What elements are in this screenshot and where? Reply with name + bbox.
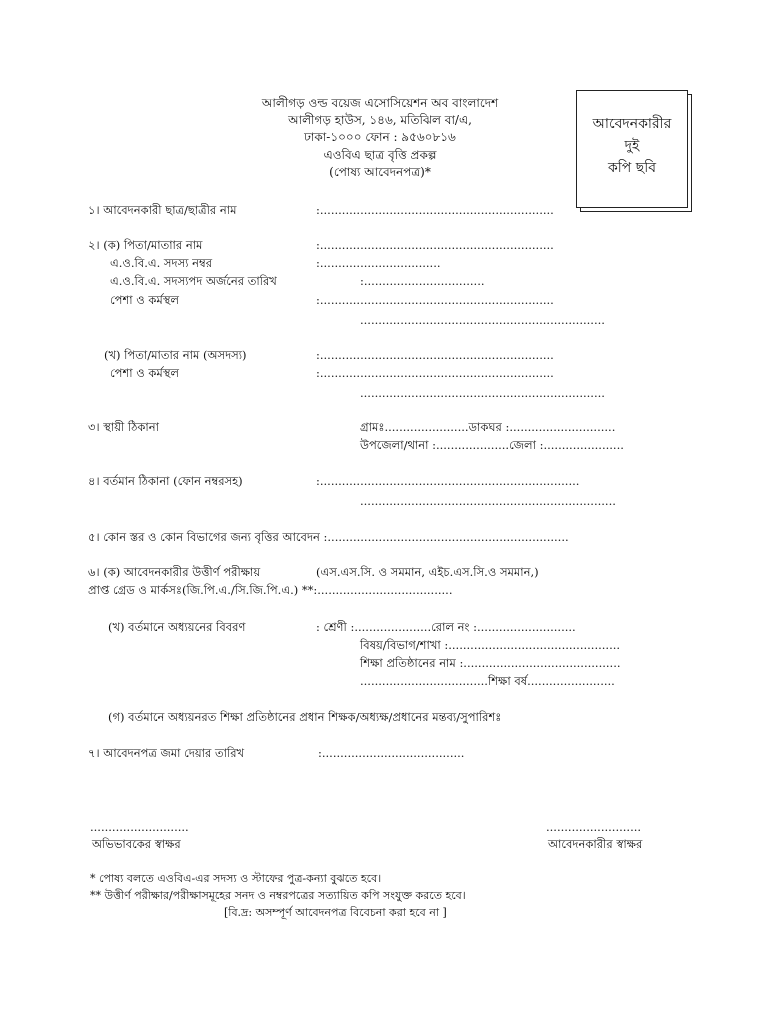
q7-label: ৭। আবেদনপত্র জমা দেয়ার তারিখ (88, 746, 245, 760)
village-field[interactable]: গ্রামঃ.......................ডাকঘর :............................. (360, 420, 616, 434)
subject-field[interactable]: বিষয়/বিভাগ/শাখা :............................................... (360, 638, 621, 652)
q2-kha-label: (খ) পিতা/মাতার নাম (অসদস্য) (104, 348, 247, 362)
q4-label: ৪। বর্তমান ঠিকানা (ফোন নম্বরসহ) (88, 474, 243, 488)
member-no-label: এ.ও.বি.এ. সদস্য নম্বর (110, 256, 213, 270)
occupation-label: পেশা ও কর্মস্থল (110, 293, 179, 307)
q6-grade[interactable]: প্রাপ্ত গ্রেড ও মার্কসঃ(জি.পি.এ./সি.জি.পি.এ.) **:..................................... (88, 583, 453, 597)
class-roll-field[interactable]: : শ্রেণী :.....................রোল নং :........................... (316, 620, 576, 634)
guardian-signature-line[interactable]: ........................... (90, 820, 189, 834)
q7-field[interactable]: :....................................... (318, 746, 465, 760)
photo-line-1: আবেদনকারীর (592, 116, 672, 132)
applicant-signature-line[interactable]: .......................... (546, 820, 642, 834)
applicant-signature-label: আবেদনকারীর স্বাক্ষর (548, 837, 643, 851)
org-phone: ঢাকা-১০০০ ফোন : ৯৫৬০৮১৬ (304, 130, 456, 144)
footnote-1: * পোষ্য বলতে এওবিএ-এর সদস্য ও স্টাফের পুত্র-কন্যা বুঝতে হবে। (90, 872, 382, 885)
photo-line-2: দুই (624, 138, 640, 154)
footnote-3: [বি.দ্র: অসম্পূর্ণ আবেদনপত্র বিবেচনা করা হবে না ] (224, 906, 447, 919)
institution-field[interactable]: শিক্ষা প্রতিষ্ঠানের নাম :........................................... (360, 656, 621, 670)
upazila-field[interactable]: উপজেলা/থানা :....................জেলা :...................... (360, 438, 624, 452)
kha-occupation-field[interactable]: :................................................................ (316, 366, 554, 380)
occupation-field[interactable]: :................................................................ (316, 293, 554, 307)
org-address: আলীগড় হাউস, ১৪৬, মতিঝিল বা/এ, (288, 113, 472, 127)
kha-occupation-field-2[interactable]: ................................................................... (360, 386, 605, 400)
project-title: এওবিএ ছাত্র বৃত্তি প্রকল্প (323, 148, 437, 162)
q3-label: ৩। স্থায়ী ঠিকানা (88, 420, 159, 434)
photo-box (576, 90, 688, 208)
q1-field[interactable]: :................................................................ (316, 203, 554, 217)
academic-year-field[interactable]: ...................................শিক্ষা বর্ষ........................ (360, 674, 615, 688)
q4-field[interactable]: :....................................................................... (316, 474, 580, 488)
q6-exams: (এস.এস.সি. ও সমমান, এইচ.এস.সি.ও সমমান,) (316, 565, 539, 579)
photo-line-3: কপি ছবি (607, 160, 657, 176)
q2-field[interactable]: :................................................................ (316, 238, 554, 252)
q2-label: ২। (ক) পিতা/মাতাার নাম (88, 238, 203, 252)
member-no-field[interactable]: :................................. (316, 256, 441, 270)
q6-label: ৬। (ক) আবেদনকারীর উত্তীর্ণ পরীক্ষায় (88, 565, 261, 579)
kha-occupation-label: পেশা ও কর্মস্থল (110, 366, 179, 380)
q1-label: ১। আবেদনকারী ছাত্র/ছাত্রীর নাম (88, 203, 237, 217)
form-subtitle: (পোষ্য আবেদনপত্র)* (329, 165, 431, 179)
member-date-label: এ.ও.বি.এ. সদস্যপদ অর্জনের তারিখ (110, 274, 277, 288)
q6-kha-label: (খ) বর্তমানে অধ্যয়নের বিবরণ (108, 620, 246, 634)
member-date-field[interactable]: :................................. (360, 274, 485, 288)
q2-kha-field[interactable]: :................................................................ (316, 348, 554, 362)
q6-ga-label: (গ) বর্তমানে অধ্যয়নরত শিক্ষা প্রতিষ্ঠানের প্রধান শিক্ষক/অধ্যক্ষ/প্রধানের মন্তব্য/সুপারিশঃ (108, 710, 502, 724)
footnote-2: ** উত্তীর্ণ পরীক্ষার/পরীক্ষাসমূহের সনদ ও নম্বরপত্রের সত্যায়িত কপি সংযুক্ত করতে হবে। (90, 889, 466, 902)
org-name: আলীগড় ওল্ড বয়েজ এসোসিয়েশন অব বাংলাদেশ (261, 96, 499, 110)
q5-label[interactable]: ৫। কোন স্তর ও কোন বিভাগের জন্য বৃত্তির আবেদন :.................................................................. (88, 530, 569, 544)
q4-field-2[interactable]: ...................................................................... (360, 494, 616, 508)
occupation-field-2[interactable]: ................................................................... (360, 313, 605, 327)
guardian-signature-label: অভিভাবকের স্বাক্ষর (92, 837, 181, 851)
